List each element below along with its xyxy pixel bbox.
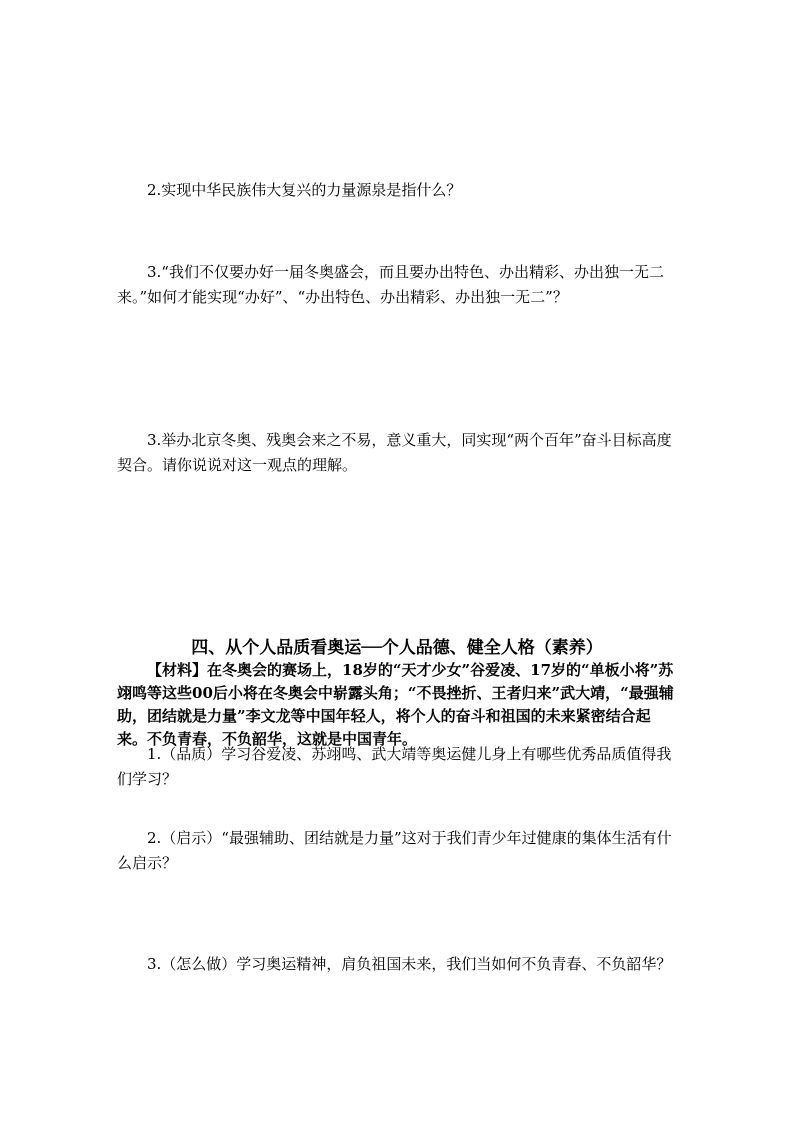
- question-real-rejuvenation-source: 2.实现中华民族伟大复兴的力量源泉是指什么？: [147, 181, 462, 199]
- question-collective-life-insight: 2.（启示）“最强辅助、团结就是力量”这对于我们青少年过健康的集体生活有什么启示？: [117, 829, 672, 872]
- material-paragraph: 【材料】在冬奥会的赛场上，18岁的“天才少女”谷爱凌、17岁的“单板小将”苏翊鸣等这些00后小将在冬奥会中崭露头角；“不畏挫折、王者归来”武大靖，“最强辅助，团结就是力量”李文龙等中国年轻人，将个人的奋斗和祖国的未来紧密结合起来。不负青春，不负韶华，这就是中国青年。: [117, 661, 674, 748]
- question-two-centenary-goals: 3.举办北京冬奥、残奥会来之不易，意义重大，同实现“两个百年”奋斗目标高度契合。请你说说对这一观点的理解。: [117, 431, 672, 474]
- question-live-up-to-youth: 3.（怎么做）学习奥运精神，肩负祖国未来，我们当如何不负青春、不负韶华？: [147, 955, 672, 973]
- question-winter-olympics-unique: 3.“我们不仅要办好一届冬奥盛会，而且要办出特色、办出精彩、办出独一无二来。”如何才能实现“办好”、“办出特色、办出精彩、办出独一无二”？: [117, 263, 664, 306]
- question-athlete-qualities: 1.（品质）学习谷爱凌、苏翊鸣、武大靖等奥运健儿身上有哪些优秀品质值得我们学习？: [117, 745, 672, 788]
- section-heading-personal-quality: 四、从个人品质看奥运──个人品德、健全人格（素养）: [191, 638, 603, 658]
